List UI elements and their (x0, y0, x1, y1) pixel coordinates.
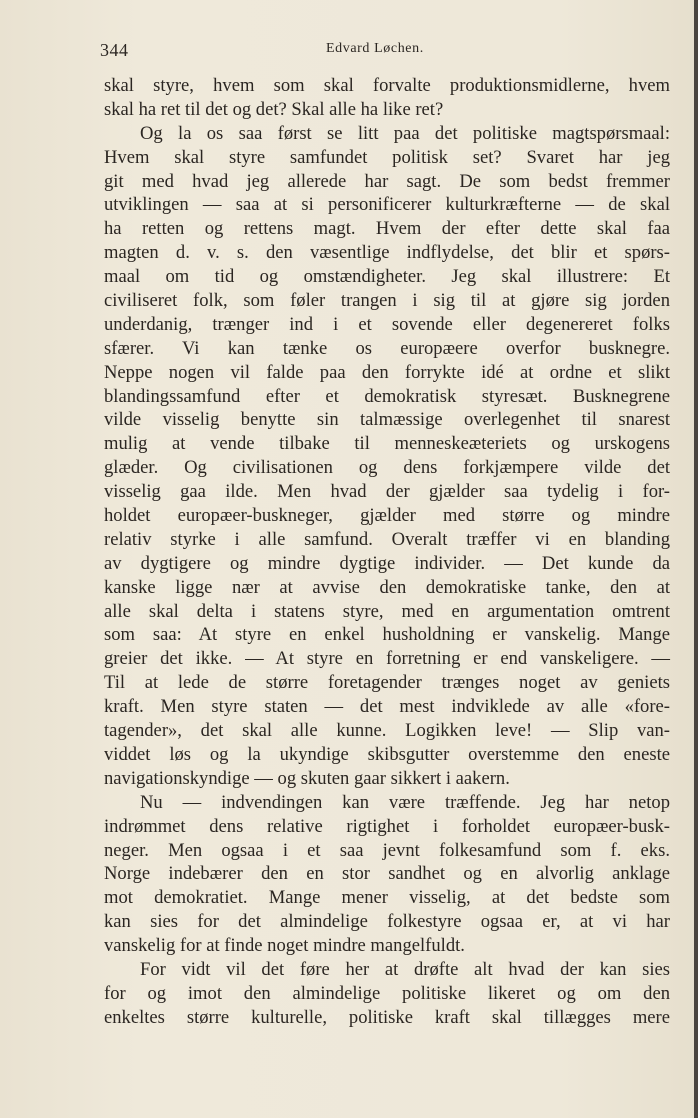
text-line: Norge indebærer den en stor sandhet og en alvorlig anklage (104, 863, 670, 885)
text-line: skal ha ret til det og det? Skal alle ha like ret? (104, 98, 444, 120)
running-head: Edvard Løchen. (326, 41, 424, 56)
text-line: civiliseret folk, som føler trangen i sig til at gjøre sig jorden (104, 290, 670, 312)
text-line: maal om tid og omstændigheter. Jeg skal illustrere: Et (104, 266, 670, 288)
page-edge (694, 0, 698, 1118)
text-line: kraft. Men styre staten — det mest indviklede av alle «fore- (104, 696, 670, 718)
text-line: av dygtigere og mindre dygtige individer. — Det kunde da (104, 552, 670, 574)
page-number: 344 (100, 40, 129, 60)
text-line: enkeltes større kulturelle, politiske kraft skal tillægges mere (104, 1006, 670, 1028)
text-line: greier det ikke. — At styre en forretning er end vanskeligere. — (104, 648, 670, 670)
text-line: Og la os saa først se litt paa det politiske magtspørsmaal: (140, 122, 670, 144)
text-line: glæder. Og civilisationen og dens forkjæmpere vilde det (104, 457, 670, 479)
text-line: relativ styrke i alle samfund. Overalt træffer vi en blanding (104, 528, 670, 550)
text-line: neger. Men ogsaa i et saa jevnt folkesamfund som f. eks. (104, 839, 670, 861)
text-line: ha retten og rettens magt. Hvem der efter dette skal faa (104, 218, 670, 240)
text-line: kanske ligge nær at avvise den demokratiske tanke, den at (104, 576, 670, 598)
text-line: indrømmet dens relative rigtighet i forholdet europæer-busk- (104, 815, 670, 837)
text-line: holdet europæer-buskneger, gjælder med større og mindre (104, 505, 670, 527)
text-line: vilde visselig benytte sin talmæssige overlegenhet til snarest (104, 409, 670, 431)
text-line: mulig at vende tilbake til menneskeæteriets og urskogens (104, 433, 670, 455)
text-line: magten d. v. s. den væsentlige indflydelse, det blir et spørs- (104, 242, 670, 264)
text-line: navigationskyndige — og skuten gaar sikkert i aakern. (104, 767, 510, 789)
text-line: tagender», det skal alle kunne. Logikken leve! — Slip van- (104, 720, 670, 742)
page-header (100, 40, 670, 68)
text-line: for og imot den almindelige politiske likeret og om den (104, 982, 670, 1004)
text-line: blandingssamfund efter et demokratisk styresæt. Busknegrene (104, 385, 670, 407)
text-line: underdanig, trænger ind i et sovende eller degenereret folks (104, 313, 670, 335)
text-line: git med hvad jeg allerede har sagt. De som bedst fremmer (104, 170, 670, 192)
text-line: sfærer. Vi kan tænke os europæere overfor busknegre. (104, 337, 670, 359)
text-line: Hvem skal styre samfundet politisk set? Svaret har jeg (104, 146, 670, 168)
text-line: For vidt vil det føre her at drøfte alt hvad der kan sies (140, 958, 670, 980)
text-line: Neppe nogen vil falde paa den forrykte idé at ordne et slikt (104, 361, 670, 383)
text-line: mot demokratiet. Mange mener visselig, at det bedste som (104, 887, 670, 909)
text-line: skal styre, hvem som skal forvalte produktionsmidlerne, hvem (104, 75, 670, 96)
text-line: viddet løs og la ukyndige skibsgutter overstemme den eneste (104, 743, 670, 765)
text-line: kan sies for det almindelige folkestyre ogsaa er, at vi har (104, 911, 670, 933)
text-line: vanskelig for at finde noget mindre mangelfuldt. (104, 935, 465, 957)
text-line: som saa: At styre en enkel husholdning er vanskelig. Mange (104, 624, 670, 646)
text-line: alle skal delta i statens styre, med en argumentation omtrent (104, 600, 670, 622)
text-line: Nu — indvendingen kan være træffende. Jeg har netop (140, 791, 670, 813)
text-line: visselig gaa ilde. Men hvad der gjælder saa tydelig i for- (104, 481, 670, 503)
text-line: utviklingen — saa at si personificerer kulturkræfterne — de skal (104, 194, 670, 216)
body-text (104, 74, 670, 1030)
text-line: Til at lede de større foretagender trænges noget av geniets (104, 672, 670, 694)
